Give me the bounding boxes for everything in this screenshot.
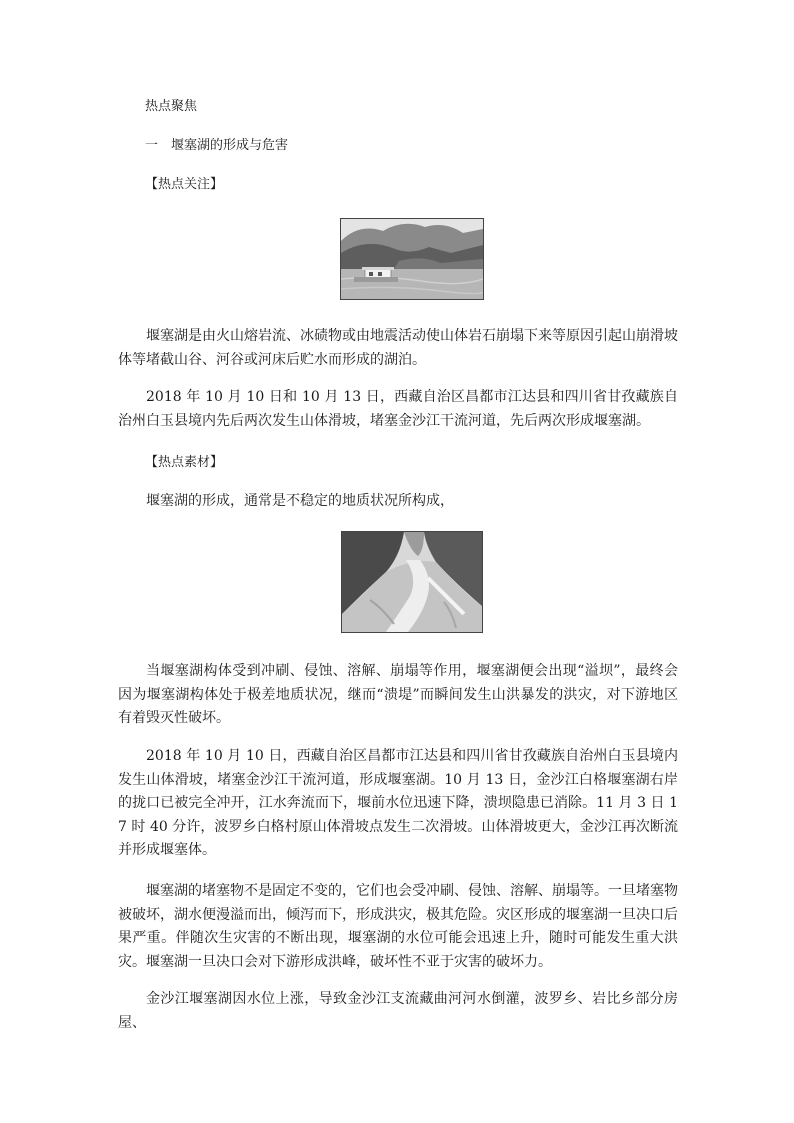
flooded-valley-illustration [341, 219, 483, 299]
section-title: 热点聚焦 [145, 99, 198, 114]
material-label: 【热点素材】 [145, 455, 224, 470]
paragraph-definition: 堰塞湖是由火山熔岩流、冰碛物或由地震活动使山体岩石崩塌下来等原因引起山崩滑坡体等堵截山谷、河谷或河床后贮水而形成的湖泊。 [118, 328, 678, 368]
flooded-valley-photo [340, 218, 484, 300]
paragraph-flooding: 金沙江堰塞湖因水位上涨，导致金沙江支流藏曲河河水倒灌，波罗乡、岩比乡部分房屋、 [118, 991, 678, 1031]
focus-label: 【热点关注】 [145, 177, 224, 192]
paragraph-collapse: 当堰塞湖构体受到冲刷、侵蚀、溶解、崩塌等作用，堰塞湖便会出现“溢坝”，最终会因为堰塞湖构体处于极差地质状况，继而“溃堤”而瞬间发生山洪暴发的洪灾，对下游地区有着毁灭性破坏。 [118, 663, 678, 726]
topic-heading: 一 堰塞湖的形成与危害 [145, 138, 289, 153]
paragraph-formation: 堰塞湖的形成，通常是不稳定的地质状况所构成， [146, 493, 454, 509]
paragraph-event-summary: 2018 年 10 月 10 日和 10 月 13 日，西藏自治区昌都市江达县和四川省甘孜藏族自治州白玉县境内先后两次发生山体滑坡，堵塞金沙江干流河道，先后两次形成堰塞湖。 [118, 389, 678, 429]
paragraph-baige-event: 2018 年 10 月 10 日，西藏自治区昌都市江达县和四川省甘孜藏族自治州白玉县境内发生山体滑坡，堵塞金沙江干流河道，形成堰塞湖。10 月 13 日，金沙江白格堰塞湖右岸的拢口已被完全冲开，江水奔流而下，堰前水位迅速下降，溃坝隐患已消除。11 月 3 日 17 时 40 分许，波罗乡白格村原山体滑坡点发生二次滑坡。山体滑坡更大，金沙江再次断流并形成堰塞体。 [118, 748, 678, 858]
paragraph-hazard: 堰塞湖的堵塞物不是固定不变的，它们也会受冲刷、侵蚀、溶解、崩塌等。一旦堵塞物被破坏，湖水便漫溢而出，倾泻而下，形成洪灾，极其危险。灾区形成的堰塞湖一旦决口后果严重。伴随次生灾害的不断出现，堰塞湖的水位可能会迅速上升，随时可能发生重大洪灾。堰塞湖一旦决口会对下游形成洪峰，破坏性不亚于灾害的破坏力。 [118, 883, 678, 970]
landslide-valley-photo [341, 531, 483, 633]
landslide-valley-illustration [342, 532, 482, 632]
